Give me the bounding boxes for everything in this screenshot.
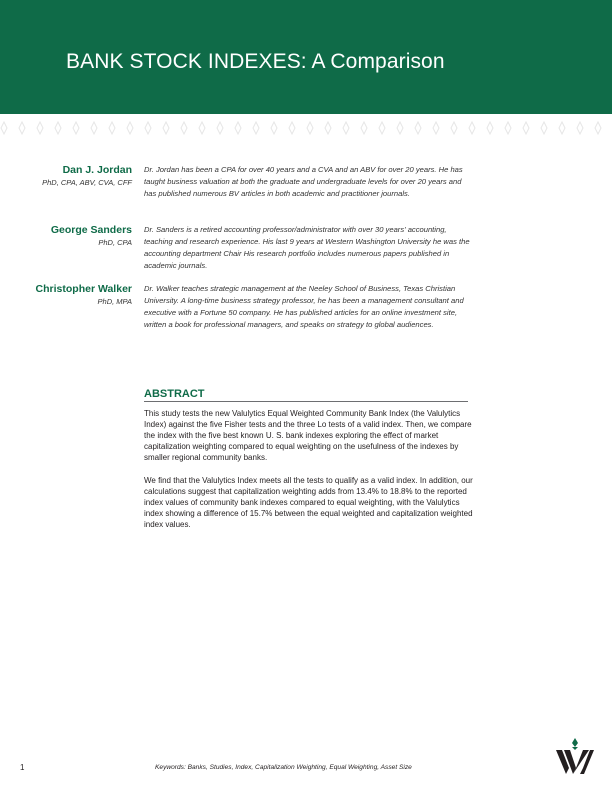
diamond-ornament xyxy=(163,122,169,134)
author-bio: Dr. Jordan has been a CPA for over 40 years and a CVA and an ABV for over 20 years. He has taught business valuation at both the graduate and undergraduate levels for over 20 years and has published numerous BV articles in both academic and practitioner journals. xyxy=(144,165,463,198)
diamond-ornament xyxy=(307,122,313,134)
diamond-ornament xyxy=(217,122,223,134)
diamond-ornament xyxy=(541,122,547,134)
author-name: Dan J. Jordan xyxy=(62,164,132,176)
author-bio: Dr. Sanders is a retired accounting professor/administrator with over 30 years' accounting, teaching and research experience. His last 9 years at Western Washington University he was the accounting department Chair His research portfolio includes numerous papers published in academic journals. xyxy=(144,225,470,270)
diamond-ornament xyxy=(451,122,457,134)
diamond-ornament xyxy=(253,122,259,134)
logo-icon xyxy=(556,738,594,774)
abstract-body xyxy=(144,408,474,541)
author-credentials: PhD, MPA xyxy=(97,297,132,306)
author-name: Christopher Walker xyxy=(35,283,132,295)
diamond-ornament xyxy=(19,122,25,134)
diamond-ornament xyxy=(73,122,79,134)
diamond-ornament xyxy=(91,122,97,134)
abstract-paragraph: We find that the Valulytics Index meets all the tests to qualify as a valid index. In addition, our calculations suggest that capitalization weighting adds from 13.4% to 18.8% to the reported index values of community bank indexes compared to equal weighting, with the Valulytics index showing a difference of 15.7% between the equal weighted and capitalization weighted index values. xyxy=(144,475,473,529)
diamond-ornament xyxy=(109,122,115,134)
header-banner xyxy=(0,0,612,114)
abstract-heading: ABSTRACT xyxy=(144,388,468,402)
diamond-ornament xyxy=(595,122,601,134)
diamond-ornament xyxy=(361,122,367,134)
diamond-ornament xyxy=(127,122,133,134)
diamond-ornament xyxy=(199,122,205,134)
author-name: George Sanders xyxy=(50,224,132,236)
diamond-ornament xyxy=(235,122,241,134)
author-credentials: PhD, CPA, ABV, CVA, CFF xyxy=(42,178,132,187)
diamond-ornament xyxy=(379,122,385,134)
keywords-line: Keywords: Banks, Studies, Index, Capitalization Weighting, Equal Weighting, Asset Size xyxy=(155,764,412,771)
abstract-paragraph: This study tests the new Valulytics Equal Weighted Community Bank Index (the Valulytics Index) against the five Fisher tests and the three Lo tests of a valid index. Then, we compare the index with the five best known U. S. bank indexes exploring the effect of market capitalization weighting compared to equal weighting on the usefulness of the indexes by smaller regional community banks. xyxy=(144,409,472,463)
diamond-ornament xyxy=(487,122,493,134)
diamond-ornament xyxy=(397,122,403,134)
author-credentials: PhD, CPA xyxy=(98,238,132,247)
diamond-ornament xyxy=(1,122,7,134)
author-bio: Dr. Walker teaches strategic management at the Neeley School of Business, Texas Christian University. A long-time business strategy professor, he has been a management consultant and executive with a Fortune 50 company. He has published articles for an online investment site, written a book for professional managers, and speaks on strategy to global audiences. xyxy=(144,284,464,329)
diamond-ornament xyxy=(271,122,277,134)
diamond-ornament xyxy=(505,122,511,134)
diamond-ornament xyxy=(55,122,61,134)
diamond-ornament xyxy=(415,122,421,134)
diamond-ornament xyxy=(433,122,439,134)
diamond-ornament xyxy=(145,122,151,134)
page-title: BANK STOCK INDEXES: A Comparison xyxy=(66,50,445,73)
diamond-ornament xyxy=(559,122,565,134)
page-number: 1 xyxy=(20,763,25,772)
diamond-ornament xyxy=(577,122,583,134)
decorative-diamond-pattern xyxy=(0,119,612,137)
diamond-pattern-icon xyxy=(0,119,612,137)
diamond-ornament xyxy=(325,122,331,134)
diamond-ornament xyxy=(469,122,475,134)
diamond-ornament xyxy=(289,122,295,134)
diamond-ornament xyxy=(523,122,529,134)
diamond-ornament xyxy=(37,122,43,134)
diamond-ornament xyxy=(343,122,349,134)
diamond-ornament xyxy=(181,122,187,134)
company-logo xyxy=(556,738,594,774)
